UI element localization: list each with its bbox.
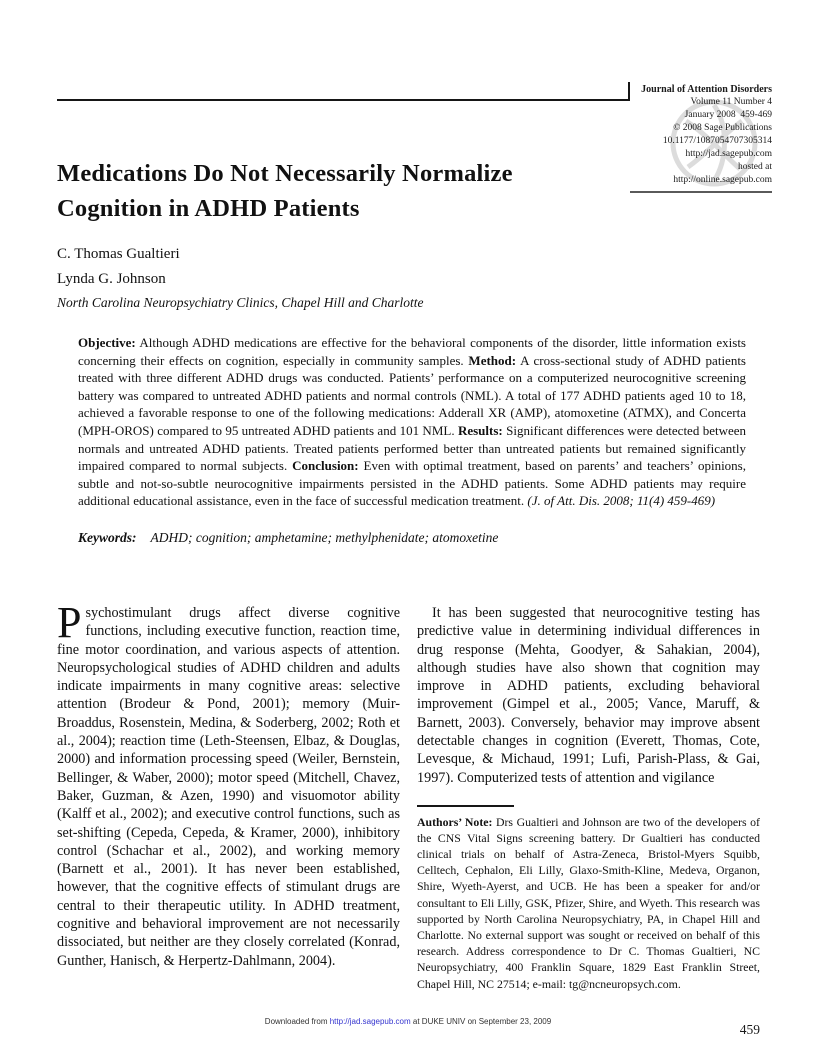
body-right-paragraph: It has been suggested that neurocognitive testing has predictive value in determining individual differences in drug response (Mehta, Goodyer, & Sahakian, 2004), although studies have also shown that cognition may improve in ADHD patients, excluding behavioral improvement (Gimpel et al., 2005; Vance, Maruff, & Barnett, 2003). Conversely, behavior may improve absent detectable changes in cognition (Everett, Thomas, Cote, Levesque, & Michaud, 1991; Lufi, Parish-Plass, & Gai, 1997). Computerized tests of attention and vigilance [417,605,760,786]
body-left-column [57,598,400,970]
journal-copyright: © 2008 Sage Publications [673,123,772,133]
abstract-conclusion-label: Conclusion: [292,458,359,474]
article-title: Medications Do Not Necessarily Normalize Cognition in ADHD Patients [57,160,513,222]
footnote-rule [417,805,514,807]
abstract-conclusion-text: Even with optimal treatment, based on parents’ and teachers’ opinions, subtle and not-so-subtle neurocognitive impairments persisted in the ADHD patients. Some ADHD patients may require additional educational assistance, even in the face of successful medication treatment. [78,458,746,509]
header-rule [57,99,628,101]
authors-note [417,805,760,992]
affiliation: North Carolina Neuropsychiatry Clinics, Chapel Hill and Charlotte [57,295,424,310]
abstract-results-label: Results: [457,422,503,438]
keywords-line [78,530,746,546]
dropcap-letter: P [57,598,82,647]
abstract-objective-label: Objective: [78,335,136,350]
abstract-citation: (J. of Att. Dis. 2008; 11(4) 459-469) [527,493,716,509]
download-footer [0,1017,816,1026]
journal-doi: 10.1177/1087054707305314 [662,136,772,146]
abstract-method-text: A cross-sectional study of ADHD patients treated with three different ADHD drugs was conducted. Patients’ performance on a computerized neurocognitive screening battery was compared to untreated ADHD patients and normal controls (NML). A total of 177 ADHD patients aged 10 to 18, achieved a favorable response to one of the following medications: Adderall XR (AMP), atomoxetine (ATMX), and Concerta (MPH-OROS) compared to 95 untreated ADHD patients and 101 NML. [78,352,746,438]
author-name-2: Lynda G. Johnson [57,271,166,287]
abstract-method-label: Method: [468,352,517,368]
journal-volume: Volume 11 Number 4 [690,97,772,107]
abstract [78,334,746,510]
authors-note-label: Authors’ Note: [417,814,493,829]
footer-prefix: Downloaded from [264,1017,330,1026]
masthead-bottom-rule [630,191,772,193]
journal-name: Journal of Attention Disorders [641,84,772,95]
page-number: 459 [739,1022,760,1037]
author-block [57,242,617,313]
body-right-column [417,604,760,787]
abstract-objective-text: Although ADHD medications are effective for the behavioral components of the disorder, little information exists concerning their effects on cognition, especially in community samples. [78,335,746,368]
footer-suffix: at DUKE UNIV on September 23, 2009 [410,1017,552,1026]
authors-note-text: Drs Gualtieri and Johnson are two of the developers of the CNS Vital Signs screening battery. Dr Gualtieri has conducted clinical trials on behalf of Astra-Zeneca, Bristol-Myers Squibb, Celltech, Cephalon, Eli Lilly, Glaxo-Smith-Kline, Medeva, Organon, Shire, Wyeth-Ayerst, and UCB. He has been a speaker for and/or consultant to Eli Lilly, GSK, Pfizer, Shire, and Wyeth. This research was supported by North Carolina Neuropsychiatry, PA, in Chapel Hill and Charlotte. No external support was sought or received on behalf of this research. Address correspondence to Dr C. Thomas Gualtieri, NC Neuropsychiatry, 400 Franklin Square, 1829 East Franklin Street, Chapel Hill, NC 27514; e-mail: tg@ncneuropsych.com. [417,814,760,991]
keywords-text: ADHD; cognition; amphetamine; methylphenidate; atomoxetine [150,530,499,545]
footer-sagepub-link[interactable]: http://jad.sagepub.com [329,1017,411,1026]
journal-issue-date: January 2008 459-469 [684,110,772,120]
journal-host-url: http://online.sagepub.com [673,175,772,185]
masthead-box [630,83,772,193]
journal-url: http://jad.sagepub.com [685,149,772,159]
body-left-paragraph: sychostimulant drugs affect diverse cognitive functions, including executive function, reaction time, fine motor coordination, and various aspects of attention. Neuropsychological studies of ADHD children and adults indicate impairments in many cognitive areas: selective attention (Brodeur & Pond, 2001); memory (Muir-Broaddus, Rosenstein, Medina, & Soderberg, 2002; Roth et al., 2004); reaction time (Leth-Steensen, Elbaz, & Douglas, 2000) and information processing speed (Weiler, Bernstein, Bellinger, & Waber, 2000); motor speed (Mitchell, Chavez, Baker, Guzman, & Azen, 1990) and visuomotor ability (Kalff et al., 2002); and executive control functions, such as set-shifting (Cepeda, Cepeda, & Kramer, 2000), inhibitory control (Schachar et al., 2002), and working memory (Barnett et al., 2001). It has never been established, however, that the cognitive effects of stimulant drugs are central to their therapeutic utility. In ADHD treatment, cognitive and behavioral improvement are not necessarily dissociated, but neither are they closely correlated (Konrad, Gunther, Hanisch, & Herpertz-Dahlmann, 2004). [57,605,400,969]
abstract-results-text: Significant differences were detected between normals and untreated ADHD patients. Treated patients performed better than untreated patients but remained significantly impaired compared to normal subjects. [78,422,747,474]
author-name-1: C. Thomas Gualtieri [57,246,180,262]
journal-hosted-at: hosted at [737,162,772,172]
keywords-label: Keywords: [78,530,137,545]
